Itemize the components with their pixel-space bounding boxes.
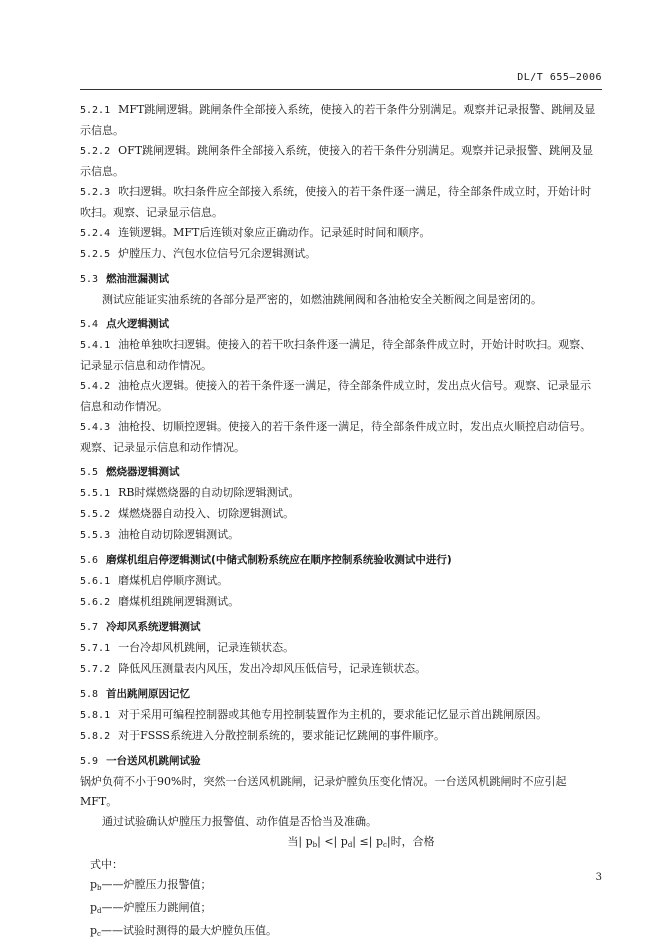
page-number: 3 [595,872,602,883]
heading-5-8: 5.8 首出跳闸原因记忆 [80,688,191,700]
clause-5-4-1: 5.4.1 油枪单独吹扫逻辑。使接入的若干吹扫条件逐一满足，待全部条件成立时，开始计时吹扫。观察、记录显示信息和动作情况。 [80,338,592,372]
paragraph-5-9-a: 锅炉负荷不小于90%时，突然一台送风机跳闸，记录炉膛负压变化情况。一台送风机跳闸时不应引起MFT。 [80,775,567,808]
paragraph-5-9-b: 通过试验确认炉膛压力报警值、动作值是否恰当及准确。 [102,815,377,828]
pressure-formula: 当| $p_b|$ <| $p_d|$ ≤| $p_c|$时，合格 [287,835,435,849]
clause-5-5-3: 5.5.3 油枪自动切除逻辑测试。 [80,528,240,541]
clause-5-6-1: 5.6.1 磨煤机启停顺序测试。 [80,574,229,587]
standard-code: DL/T 655—2006 [517,72,602,83]
heading-5-3: 5.3 燃油泄漏测试 [80,273,170,285]
where-label: 式中： [90,858,123,871]
clause-5-2-3: 5.2.3 吹扫逻辑。吹扫条件应全部接入系统，使接入的若干条件逐一满足，待全部条件成立时，开始计时吹扫。观察、记录显示信息。 [80,185,592,219]
clause-5-7-1: 5.7.1 一台冷却风机跳闸，记录连锁状态。 [80,641,295,654]
clause-5-5-2: 5.5.2 煤燃烧器自动投入、切除逻辑测试。 [80,507,295,520]
clause-5-5-1: 5.5.1 RB时煤燃烧器的自动切除逻辑测试。 [80,486,300,499]
where-pd: $p_d——$炉膛压力跳闸值； [90,901,212,915]
clause-5-4-2: 5.4.2 油枪点火逻辑。使接入的若干条件逐一满足，待全部条件成立时，发出点火信号。观察、记录显示信息和动作情况。 [80,379,592,413]
clause-5-2-2: 5.2.2 OFT跳闸逻辑。跳闸条件全部接入系统，使接入的若干条件分别满足。观察并记录报警、跳闸及显示信息。 [80,144,594,178]
heading-5-4: 5.4 点火逻辑测试 [80,318,170,330]
clause-5-2-5: 5.2.5 炉膛压力、汽包水位信号冗余逻辑测试。 [80,247,317,260]
where-pb: $p_b——$炉膛压力报警值； [90,878,212,892]
document-body [80,100,602,944]
clause-5-4-3: 5.4.3 油枪投、切顺控逻辑。使接入的若干条件逐一满足，待全部条件成立时，发出点火顺控启动信号。观察、记录显示信息和动作情况。 [80,420,592,454]
heading-5-7: 5.7 冷却风系统逻辑测试 [80,621,201,633]
clause-5-7-2: 5.7.2 降低风压测量表内风压，发出冷却风压低信号，记录连锁状态。 [80,662,427,675]
clause-5-2-1: 5.2.1 MFT跳闸逻辑。跳闸条件全部接入系统，使接入的若干条件分别满足。观察并记录报警、跳闸及显示信息。 [80,103,596,137]
heading-5-9: 5.9 一台送风机跳闸试验 [80,755,201,767]
clause-5-8-2: 5.8.2 对于FSSS系统进入分散控制系统的，要求能记忆跳闸的事件顺序。 [80,729,445,742]
clause-5-6-2: 5.6.2 磨煤机组跳闸逻辑测试。 [80,595,240,608]
heading-5-5: 5.5 燃烧器逻辑测试 [80,466,180,478]
header-rule [80,89,602,90]
where-pc: $p_c——$试验时测得的最大炉膛负压值。 [90,924,277,938]
clause-5-8-1: 5.8.1 对于采用可编程控制器或其他专用控制装置作为主机的，要求能记忆显示首出跳闸原因。 [80,708,548,721]
clause-5-2-4: 5.2.4 连锁逻辑。MFT后连锁对象应正确动作。记录延时时间和顺序。 [80,226,431,239]
paragraph-5-3: 测试应能证实油系统的各部分是严密的，如燃油跳闸阀和各油枪安全关断阀之间是密闭的。 [102,293,542,306]
heading-5-6: 5.6 磨煤机组启停逻辑测试(中储式制粉系统应在顺序控制系统验收测试中进行) [80,554,452,566]
